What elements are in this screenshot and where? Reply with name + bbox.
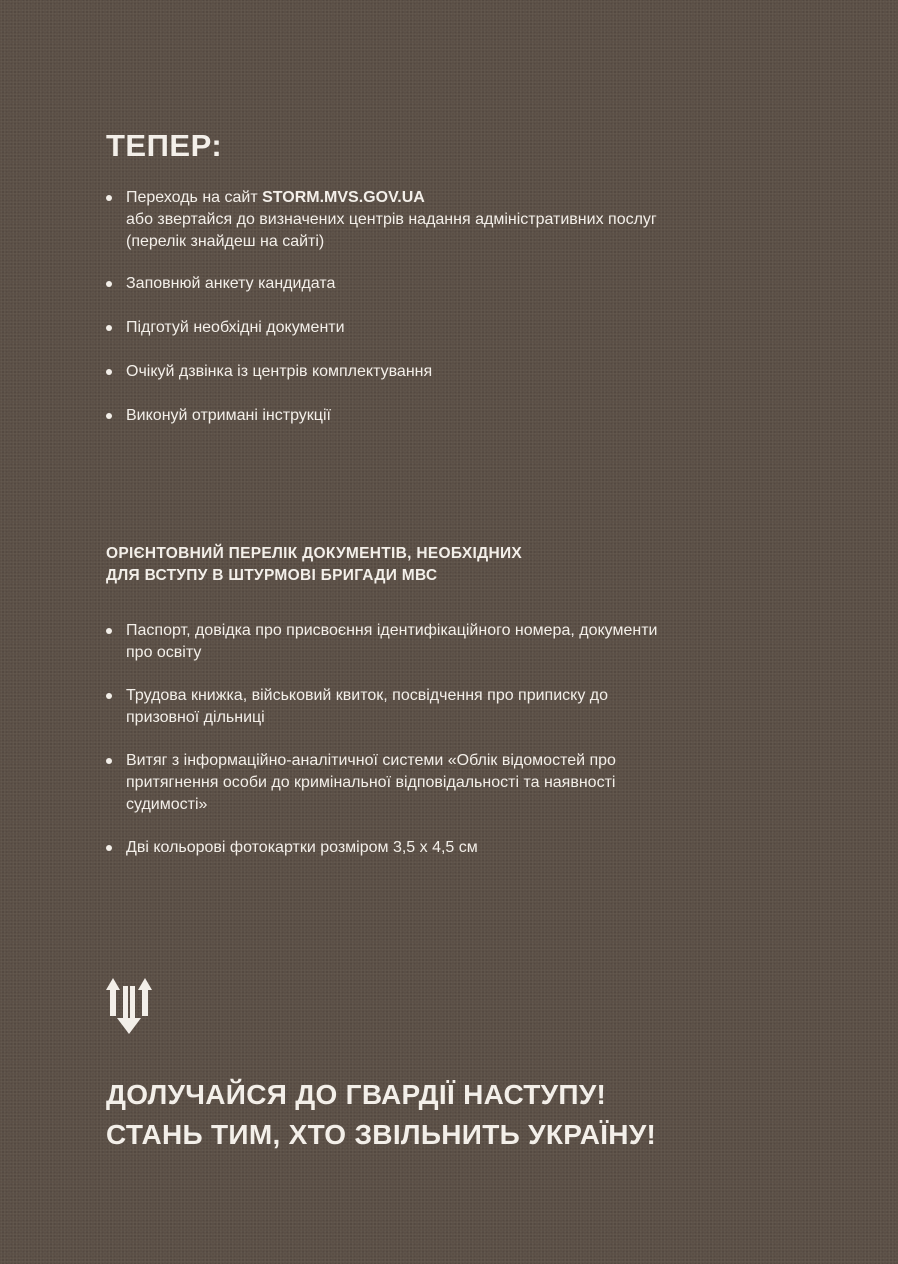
bullet-icon: [106, 369, 112, 375]
site-link[interactable]: STORM.MVS.GOV.UA: [262, 189, 425, 206]
bullet-icon: [106, 325, 112, 331]
list-item: [106, 837, 666, 859]
document-text: Витяг з інформаційно-аналітичної системи «Облік відомостей про притягнення особи до кримінальної відповідальності та наявності судимості»: [126, 752, 616, 813]
list-item: [106, 361, 666, 383]
list-item: [106, 620, 666, 664]
bullet-icon: [106, 845, 112, 851]
cta-line2: СТАНЬ ТИМ, ХТО ЗВІЛЬНИТЬ УКРАЇНУ!: [106, 1119, 657, 1150]
storm-brigades-logo-icon: [106, 976, 152, 1034]
documents-heading-line2: ДЛЯ ВСТУПУ В ШТУРМОВІ БРИГАДИ МВС: [106, 567, 438, 584]
bullet-icon: [106, 758, 112, 764]
document-text: Дві кольорові фотокартки розміром 3,5 х 4,5 см: [126, 839, 478, 856]
list-item: [106, 750, 666, 816]
list-item: [106, 273, 666, 295]
step-text: або звертайся до визначених центрів надання адміністративних послуг (перелік знайдеш на сайті): [126, 211, 657, 250]
step-text: Виконуй отримані інструкції: [126, 407, 331, 424]
step-prefix: Переходь на сайт: [126, 189, 263, 206]
documents-list: [106, 620, 666, 880]
bullet-icon: [106, 195, 112, 201]
bullet-icon: [106, 413, 112, 419]
list-item: [106, 187, 666, 253]
cta-line1: ДОЛУЧАЙСЯ ДО ГВАРДІЇ НАСТУПУ!: [106, 1079, 607, 1110]
steps-list: [106, 187, 666, 449]
document-text: Паспорт, довідка про присвоєння ідентифікаційного номера, документи про освіту: [126, 622, 658, 661]
document-text: Трудова книжка, військовий квиток, посвідчення про приписку до призовної дільниці: [126, 687, 609, 726]
list-item: [106, 685, 666, 729]
step-text: Заповнюй анкету кандидата: [126, 275, 336, 292]
bullet-icon: [106, 693, 112, 699]
bullet-icon: [106, 628, 112, 634]
call-to-action: [106, 1075, 806, 1155]
list-item: [106, 405, 666, 427]
bullet-icon: [106, 281, 112, 287]
list-item: [106, 317, 666, 339]
documents-heading-line1: ОРІЄНТОВНИЙ ПЕРЕЛІК ДОКУМЕНТІВ, НЕОБХІДНИХ: [106, 545, 523, 562]
now-heading: ТЕПЕР:: [106, 128, 223, 163]
step-text: Підготуй необхідні документи: [126, 319, 345, 336]
step-text: Очікуй дзвінка із центрів комплектування: [126, 363, 433, 380]
documents-heading: [106, 543, 666, 587]
